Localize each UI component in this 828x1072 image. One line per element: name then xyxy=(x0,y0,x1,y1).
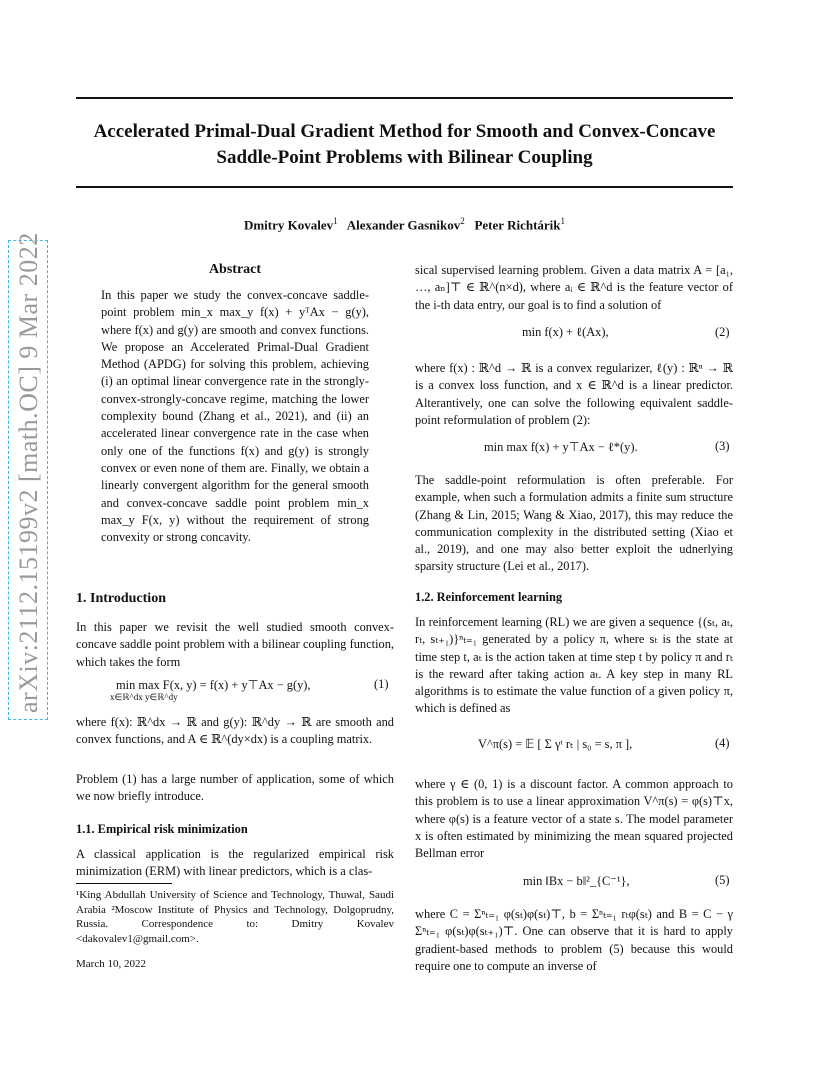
section-1-1-heading: 1.1. Empirical risk minimization xyxy=(76,822,248,836)
sec1-paragraph-3: Problem (1) has a large number of application, some of which we now briefly introduce. xyxy=(76,772,394,804)
arxiv-id: arXiv:2112.15199v2 [math.OC] 9 Mar 2022 xyxy=(8,240,48,720)
right-paragraph-2: where f(x) : ℝ^d → ℝ is a convex regularizer, ℓ(y) : ℝⁿ → ℝ is a convex loss function, and x ∈ ℝ^d is a linear predictor. Alterantively, one can solve the following equivalent saddle-point reformulation of problem (2): xyxy=(415,361,733,427)
paper-date: March 10, 2022 xyxy=(76,958,146,970)
sec1-paragraph-1: In this paper we revisit the well studied smooth convex-concave saddle point problem with a bilinear coupling function, which takes the form xyxy=(76,620,394,669)
equation-4: V^π(s) = 𝔼 [ Σ γᵗ rₜ | s₀ = s, π ], xyxy=(478,737,633,751)
equation-3: min max f(x) + y⊤Ax − ℓ*(y). xyxy=(484,440,638,454)
equation-5: min ‖Bx − b‖²_{C⁻¹}, xyxy=(523,874,630,888)
right-paragraph-6: where C = Σⁿₜ₌₁ φ(sₜ)φ(sₜ)⊤, b = Σⁿₜ₌₁ rₜφ(sₜ) and B = C − γ Σⁿₜ₌₁ φ(sₜ)φ(sₜ₊₁)⊤. One can observe that it is hard to apply gradient-based methods to problem (5) because this would require one to compute an inverse of xyxy=(415,907,733,973)
abstract-text: In this paper we study the convex-concave saddle-point problem min_x max_y f(x) + yᵀAx − g(y), where f(x) and g(y) are smooth and convex functions. We propose an Accelerated Primal-Dual Gradient Method (APDG) for solving this problem, achieving (i) an optimal linear convergence rate in the strongly-convex-strongly-concave regime, matching the lower complexity bound (Zhang et al., 2021), and (ii) an accelerated linear convergence rate in the case when only one of the functions f(x) and g(y) is strongly convex or even none of them are. Finally, we obtain a linearly convergent algorithm for the general smooth and convex-concave saddle point problem min_x max_y F(x, y) without the requirement of strong convexity or strong concavity. xyxy=(101,288,369,545)
title-line-2: Saddle-Point Problems with Bilinear Coupling xyxy=(216,147,593,168)
author-3: Peter Richtárik xyxy=(474,217,561,233)
right-paragraph-3: The saddle-point reformulation is often preferable. For example, when such a formulation admits a finite sum structure (Zhang & Lin, 2015; Wang & Xiao, 2017), this may reduce the communication complexity in the distributed setting (Xiao et al., 2019), and one may also better exploit the udnerlying sparsity structure (Lei et al., 2017). xyxy=(415,473,733,574)
abstract-heading: Abstract xyxy=(208,262,262,277)
sec1-paragraph-2: where f(x): ℝ^dx → ℝ and g(y): ℝ^dy → ℝ are smooth and convex functions, and A ∈ ℝ^(dy×dx) is a coupling matrix. xyxy=(76,715,394,747)
footnote-rule xyxy=(76,883,172,884)
title-line-1: Accelerated Primal-Dual Gradient Method for Smooth and Convex-Concave xyxy=(93,121,716,142)
title-rule-bottom xyxy=(76,186,733,188)
right-paragraph-1: sical supervised learning problem. Given a data matrix A = [a₁, …, aₙ]⊤ ∈ ℝ^(n×d), where aᵢ ∈ ℝ^d is the feature vector of the i-th data entry, our goal is to find a solution of xyxy=(415,263,733,312)
author-2: Alexander Gasnikov xyxy=(346,217,461,233)
equation-1-number: (1) xyxy=(374,677,389,691)
equation-1: min max F(x, y) = f(x) + y⊤Ax − g(y), xyxy=(116,678,311,692)
author-2-affil: 2 xyxy=(460,216,465,226)
paper-title xyxy=(76,119,733,171)
section-1-2-heading: 1.2. Reinforcement learning xyxy=(415,590,563,604)
right-paragraph-4: In reinforcement learning (RL) we are given a sequence {(sₜ, aₜ, rₜ, sₜ₊₁)}ⁿₜ₌₁ generated by a policy π, where sₜ is the state at time step t, aₜ is the action taken at time step t by policy π and rₜ is the reward after taking action aₜ. A key step in many RL algorithms is to estimate the value function of a given policy π, which is defined as xyxy=(415,615,733,716)
title-rule-top xyxy=(76,97,733,99)
author-list xyxy=(76,216,733,233)
section-1-heading: 1. Introduction xyxy=(76,591,166,606)
equation-1-subscripts: x∈ℝ^dx y∈ℝ^dy xyxy=(110,692,178,702)
equation-2-number: (2) xyxy=(715,325,730,339)
author-1: Dmitry Kovalev xyxy=(243,217,334,233)
equation-3-number: (3) xyxy=(715,439,730,453)
equation-5-number: (5) xyxy=(715,873,730,887)
equation-4-number: (4) xyxy=(715,736,730,750)
footnote: ¹King Abdullah University of Science and Technology, Thuwal, Saudi Arabia ²Moscow Institute of Physics and Technology, Dolgoprudny, Russia. Correspondence to: Dmitry Kovalev <dakovalev1@gmail.com>. xyxy=(76,889,394,945)
author-3-affil: 1 xyxy=(560,216,566,226)
equation-2: min f(x) + ℓ(Ax), xyxy=(522,325,609,339)
arxiv-sidebar-stamp xyxy=(6,232,46,720)
right-paragraph-5: where γ ∈ (0, 1) is a discount factor. A common approach to this problem is to use a linear approximation V^π(s) = φ(s)⊤x, where φ(s) is a feature vector of a state s. The model parameter x is often estimated by minimizing the mean squared projected Bellman error xyxy=(415,777,733,861)
sec11-paragraph-1: A classical application is the regularized empirical risk minimization (ERM) with linear predictors, which is a clas- xyxy=(76,847,394,879)
author-1-affil: 1 xyxy=(333,216,338,226)
